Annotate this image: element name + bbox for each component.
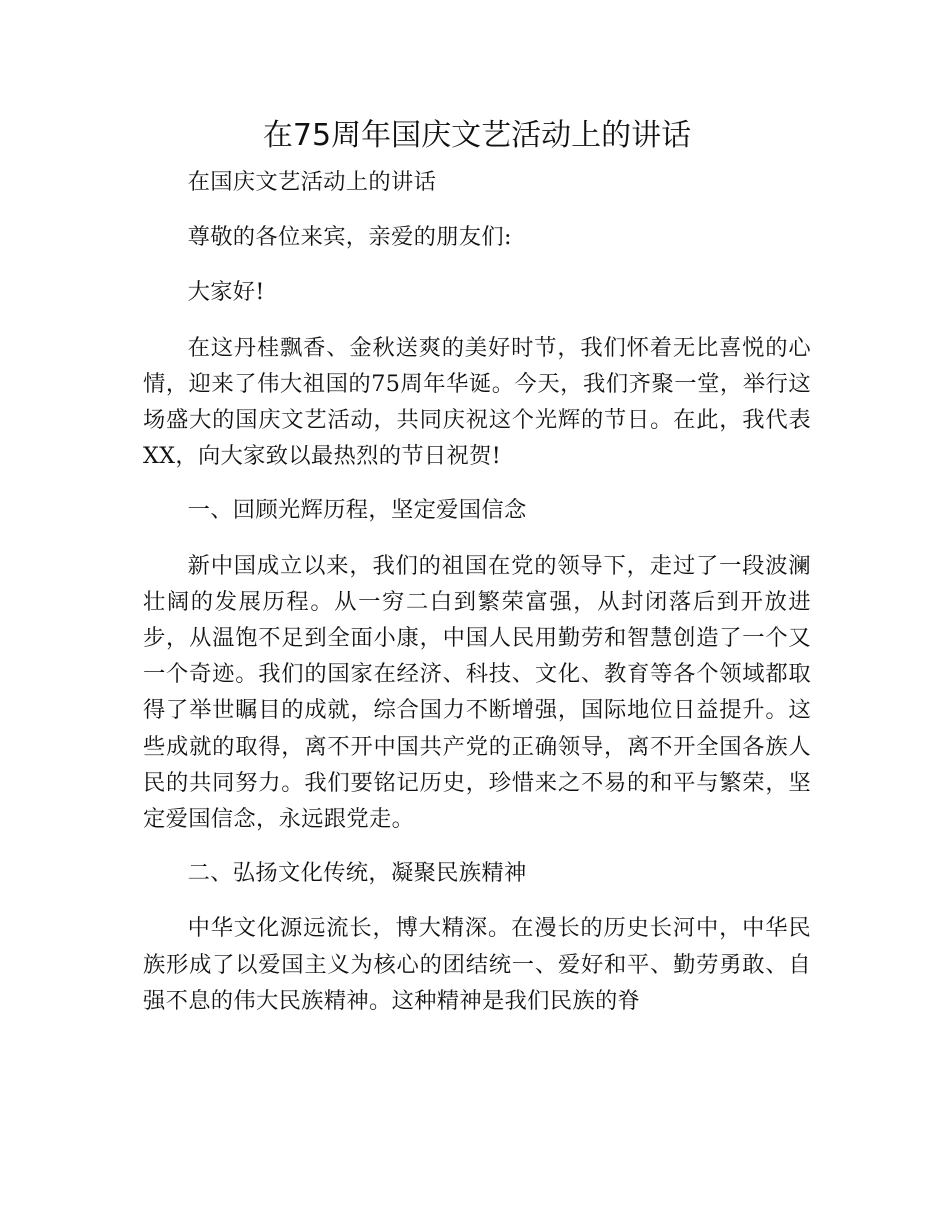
section-heading-2: 二、弘扬文化传统，凝聚民族精神 [187, 860, 527, 887]
paragraph-salutation: 尊敬的各位来宾，亲爱的朋友们: [187, 224, 512, 251]
paragraph-section-2: 中华文化源远流长，博大精深。在漫长的历史长河中，中华民族形成了以爱国主义为核心的团结统一、爱好和平、勤劳勇敢、自强不息的伟大民族精神。这种精神是我们民族的脊 [143, 915, 811, 1014]
section-heading-1: 一、回顾光辉历程，坚定爱国信念 [187, 497, 527, 524]
document-page [143, 112, 811, 1037]
paragraph-subtitle: 在国庆文艺活动上的讲话 [187, 169, 437, 195]
paragraph-greeting: 大家好! [187, 279, 265, 306]
paragraph-section-1: 新中国成立以来，我们的祖国在党的领导下，走过了一段波澜壮阔的发展历程。从一穷二白到繁荣富强，从封闭落后到开放进步，从温饱不足到全面小康，中国人民用勤劳和智慧创造了一个又一个奇迹。我们的国家在经济、科技、文化、教育等各个领域都取得了举世瞩目的成就，综合国力不断增强，国际地位日益提升。这些成就的取得，离不开中国共产党的正确领导，离不开全国各族人民的共同努力。我们要铭记历史，珍惜来之不易的和平与繁荣，坚定爱国信念，永远跟党走。 [143, 552, 811, 833]
paragraph-opening: 在这丹桂飘香、金秋送爽的美好时节，我们怀着无比喜悦的心情，迎来了伟大祖国的75周年华诞。今天，我们齐聚一堂，举行这场盛大的国庆文艺活动，共同庆祝这个光辉的节日。在此，我代表XX，向大家致以最热烈的节日祝贺! [143, 334, 811, 470]
document-title: 在75周年国庆文艺活动上的讲话 [262, 118, 692, 153]
